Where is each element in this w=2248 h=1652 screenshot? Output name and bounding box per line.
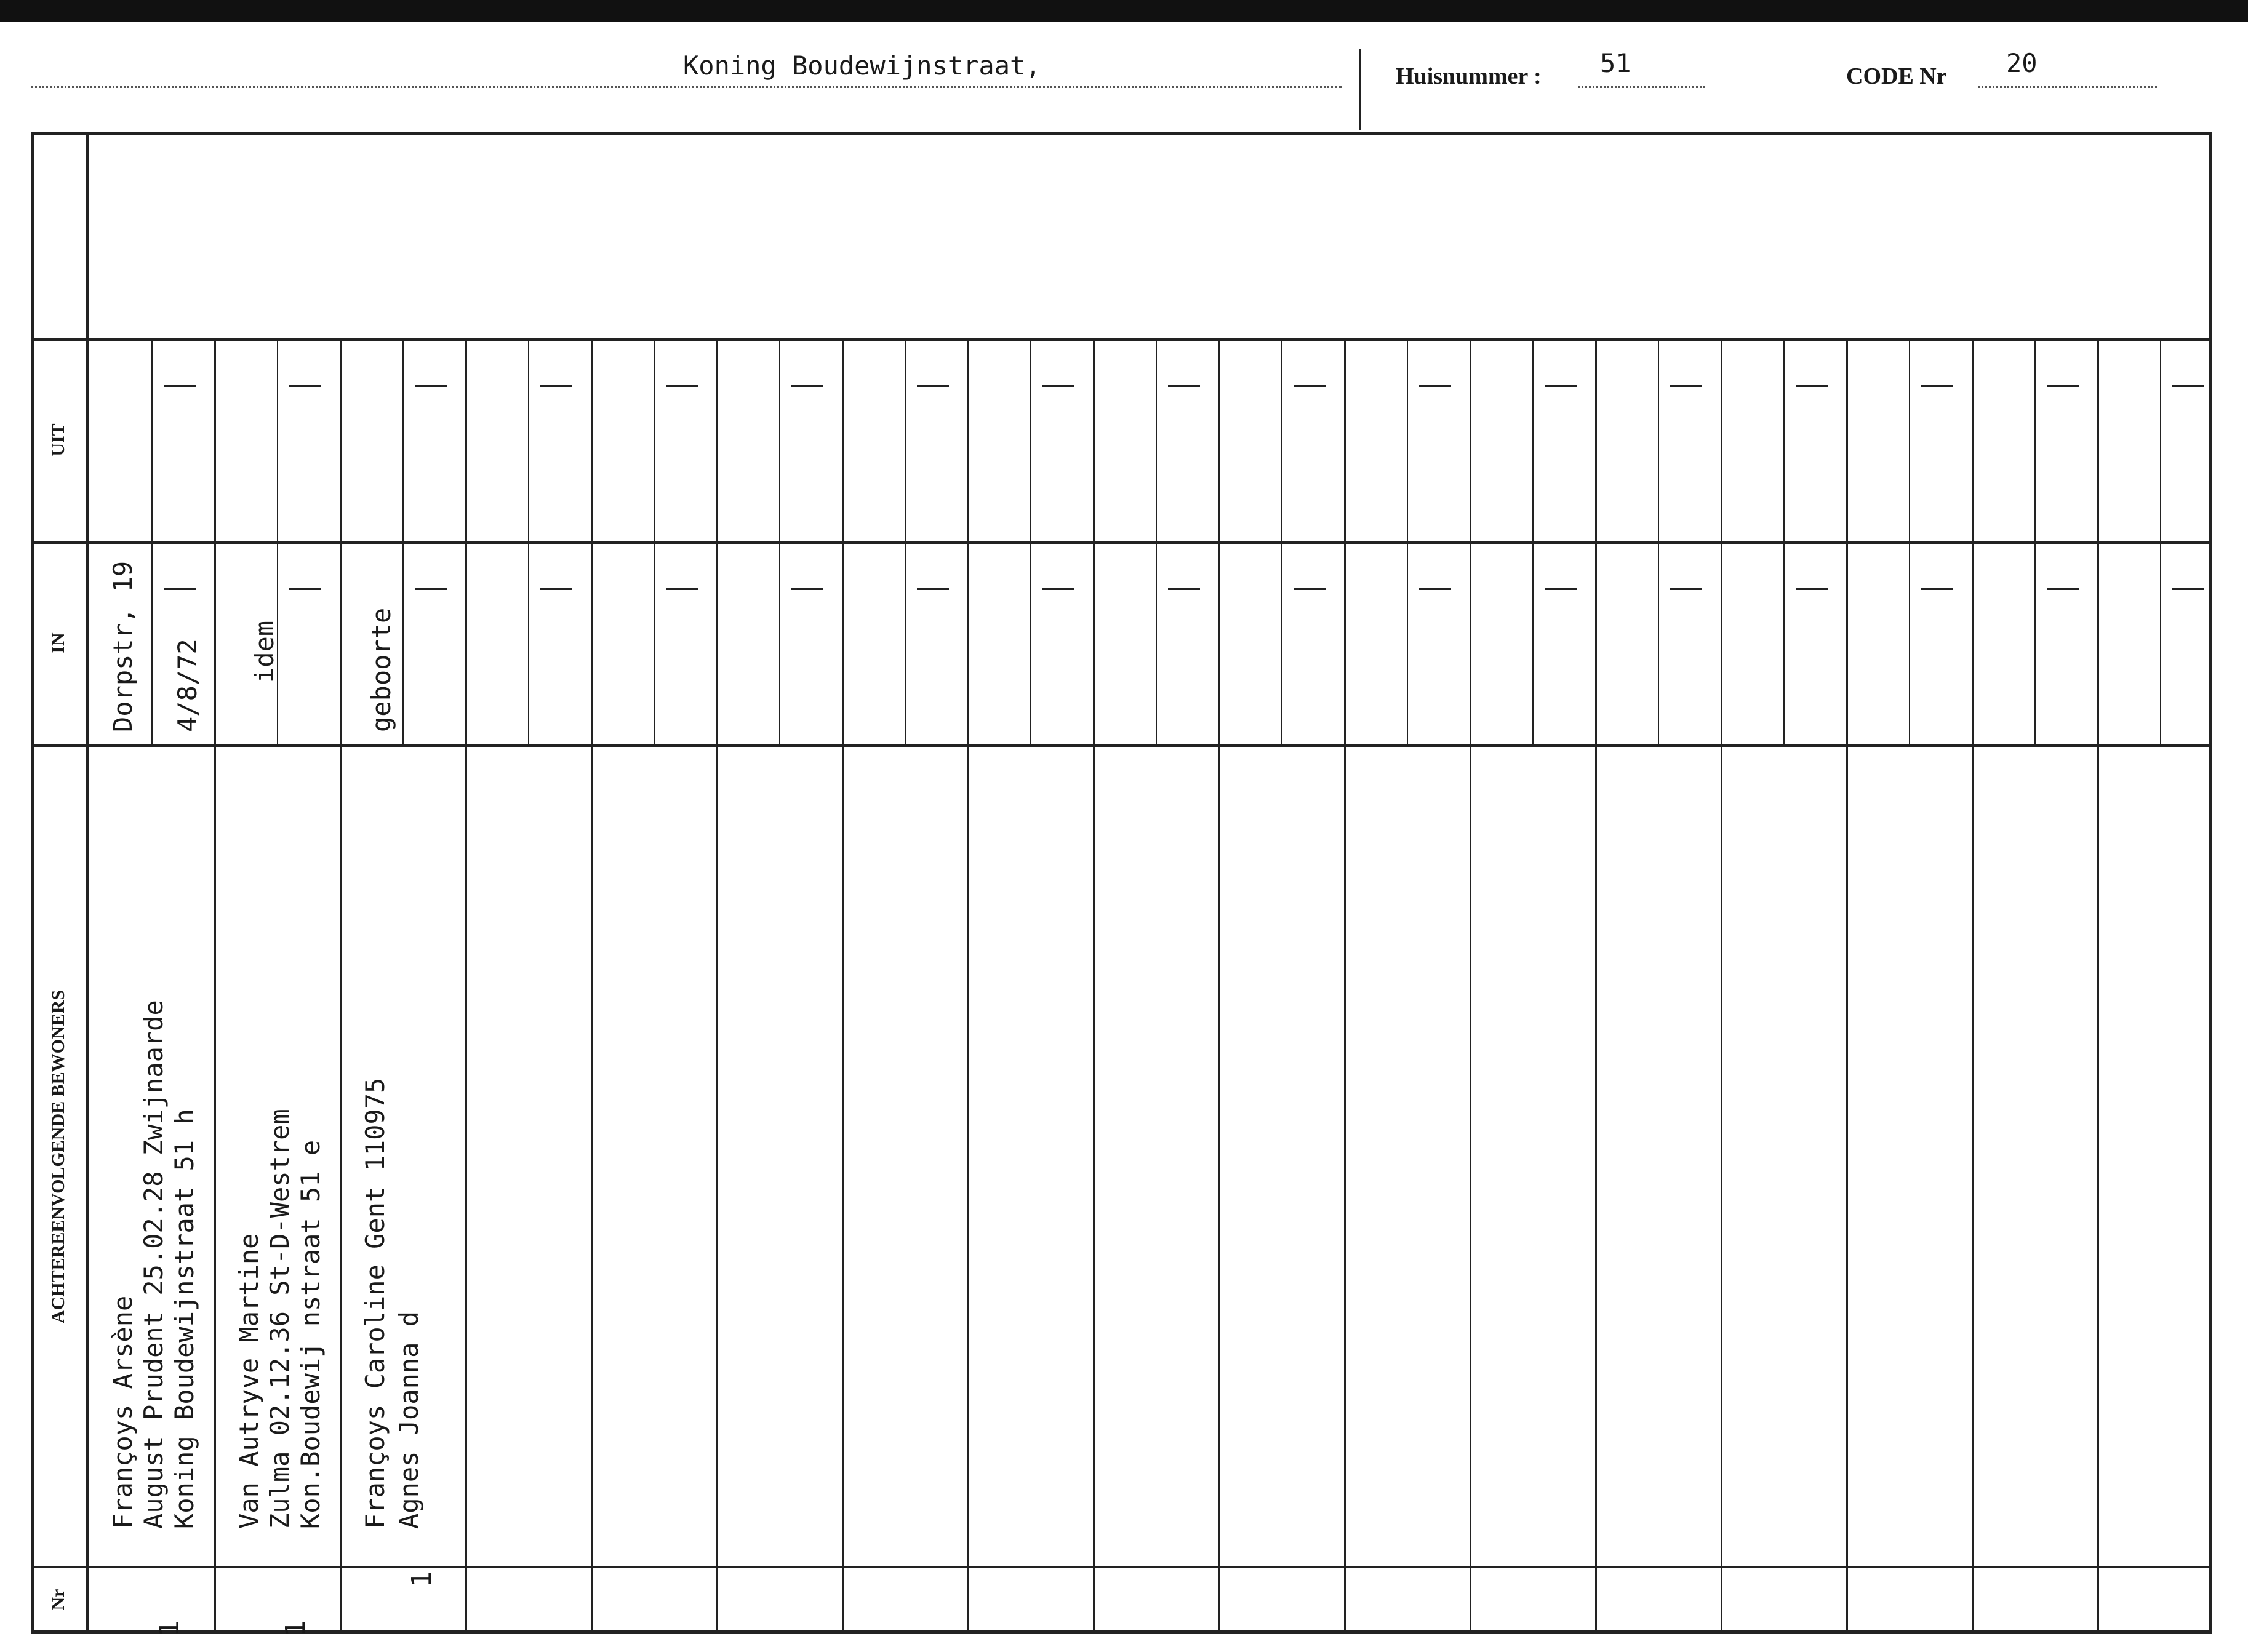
half-column-divider bbox=[151, 338, 153, 744]
empty-dash bbox=[415, 385, 447, 387]
huisnummer-line bbox=[1578, 64, 1705, 88]
column-divider bbox=[1218, 338, 1220, 1634]
huisnummer-value: 51 bbox=[1600, 48, 1631, 78]
huisnummer-label: Huisnummer : bbox=[1396, 63, 1542, 89]
row-divider-nr bbox=[31, 1566, 2212, 1568]
empty-dash bbox=[1419, 588, 1451, 590]
half-column-divider bbox=[1281, 338, 1282, 744]
empty-dash bbox=[1796, 588, 1828, 590]
scan-top-border bbox=[0, 0, 2248, 22]
half-column-divider bbox=[2160, 338, 2161, 744]
empty-dash bbox=[791, 385, 823, 387]
entry-1-line-2: August Prudent 25.02.28 Zwijnaarde bbox=[138, 1000, 169, 1529]
uit-label: UIT bbox=[48, 423, 68, 457]
label-column-divider bbox=[86, 132, 89, 1634]
empty-dash bbox=[1921, 588, 1953, 590]
empty-dash bbox=[1419, 385, 1451, 387]
half-column-divider bbox=[1783, 338, 1785, 744]
empty-dash bbox=[791, 588, 823, 590]
entry-2-nr: 1 bbox=[280, 1620, 311, 1637]
half-column-divider bbox=[1532, 338, 1534, 744]
empty-dash bbox=[1670, 588, 1702, 590]
half-column-divider bbox=[1407, 338, 1408, 744]
empty-dash bbox=[2047, 588, 2079, 590]
entry-1-nr: 1 bbox=[154, 1620, 185, 1637]
code-value: 20 bbox=[2006, 48, 2038, 78]
code-line bbox=[1978, 64, 2157, 88]
half-column-divider bbox=[1030, 338, 1031, 744]
entry-2-line-1: Van Autryve Martine bbox=[234, 1233, 264, 1529]
empty-dash bbox=[164, 385, 196, 387]
entry-2-line-3: Kon.Boudewij nstraat 51 e bbox=[295, 1139, 326, 1529]
empty-dash bbox=[1294, 385, 1326, 387]
column-divider bbox=[1846, 338, 1848, 1634]
column-divider bbox=[465, 338, 467, 1634]
column-divider bbox=[1344, 338, 1346, 1634]
empty-dash bbox=[1670, 385, 1702, 387]
column-divider bbox=[2097, 338, 2099, 1634]
empty-dash bbox=[666, 588, 698, 590]
bewoners-label: ACHTEREENVOLGENDE BEWONERS bbox=[48, 989, 68, 1324]
empty-dash bbox=[1921, 385, 1953, 387]
street-name: Koning Boudewijnstraat, bbox=[683, 50, 1041, 81]
empty-dash bbox=[540, 385, 572, 387]
half-column-divider bbox=[528, 338, 529, 744]
frame-bottom bbox=[31, 1630, 2212, 1634]
register-table bbox=[31, 132, 2212, 1637]
column-divider bbox=[591, 338, 593, 1634]
half-column-divider bbox=[277, 338, 278, 744]
in-label: IN bbox=[48, 632, 68, 653]
column-divider bbox=[1470, 338, 1471, 1634]
half-column-divider bbox=[402, 338, 404, 744]
empty-dash bbox=[1168, 588, 1200, 590]
row-divider-uit bbox=[31, 338, 2212, 341]
entry-1-in-line2: 4/8/72 bbox=[172, 639, 202, 732]
empty-dash bbox=[164, 588, 196, 590]
empty-dash bbox=[2172, 385, 2204, 387]
empty-dash bbox=[2172, 588, 2204, 590]
empty-dash bbox=[1168, 385, 1200, 387]
column-divider bbox=[716, 338, 718, 1634]
empty-dash bbox=[1545, 385, 1577, 387]
half-column-divider bbox=[1909, 338, 1910, 744]
frame-left bbox=[31, 132, 34, 1634]
empty-dash bbox=[540, 588, 572, 590]
half-column-divider bbox=[2034, 338, 2036, 744]
column-divider bbox=[1721, 338, 1722, 1634]
half-column-divider bbox=[905, 338, 906, 744]
frame-top bbox=[31, 132, 2212, 135]
entry-3-nr: 1 bbox=[406, 1571, 438, 1587]
empty-dash bbox=[289, 588, 321, 590]
half-column-divider bbox=[779, 338, 780, 744]
empty-dash bbox=[666, 385, 698, 387]
header-separator bbox=[1359, 49, 1361, 130]
nr-label: Nr bbox=[48, 1589, 68, 1611]
empty-dash bbox=[2047, 385, 2079, 387]
column-divider bbox=[1595, 338, 1597, 1634]
entry-3-line-1: Françoys Caroline Gent 110975 bbox=[360, 1077, 390, 1529]
empty-dash bbox=[289, 385, 321, 387]
frame-right bbox=[2209, 132, 2212, 1634]
entry-1-line-1: Françoys Arsène bbox=[108, 1295, 138, 1529]
empty-dash bbox=[917, 385, 949, 387]
entry-2-in-line1: idem bbox=[249, 620, 279, 683]
column-divider bbox=[1093, 338, 1095, 1634]
column-divider bbox=[842, 338, 844, 1634]
empty-dash bbox=[1796, 385, 1828, 387]
half-column-divider bbox=[1658, 338, 1659, 744]
half-column-divider bbox=[654, 338, 655, 744]
entry-1-line-3: Koning Boudewijnstraat 51 h bbox=[169, 1109, 199, 1529]
entry-1-in-line1: Dorpstr, 19 bbox=[108, 561, 138, 732]
empty-dash bbox=[415, 588, 447, 590]
empty-dash bbox=[917, 588, 949, 590]
code-label: CODE Nr bbox=[1846, 63, 1947, 89]
empty-dash bbox=[1294, 588, 1326, 590]
column-divider bbox=[1972, 338, 1974, 1634]
column-divider bbox=[340, 338, 342, 1634]
half-column-divider bbox=[1156, 338, 1157, 744]
row-divider-in bbox=[31, 541, 2212, 544]
column-divider bbox=[967, 338, 969, 1634]
empty-dash bbox=[1545, 588, 1577, 590]
entry-3-in-line1: geboorte bbox=[366, 607, 396, 732]
empty-dash bbox=[1042, 385, 1074, 387]
empty-dash bbox=[1042, 588, 1074, 590]
column-divider bbox=[214, 338, 216, 1634]
entry-2-line-2: Zulma 02.12.36 St-D-Westrem bbox=[265, 1109, 295, 1529]
entry-3-line-2: Agnes Joanna d bbox=[394, 1311, 424, 1529]
row-divider-bewoners bbox=[31, 744, 2212, 747]
